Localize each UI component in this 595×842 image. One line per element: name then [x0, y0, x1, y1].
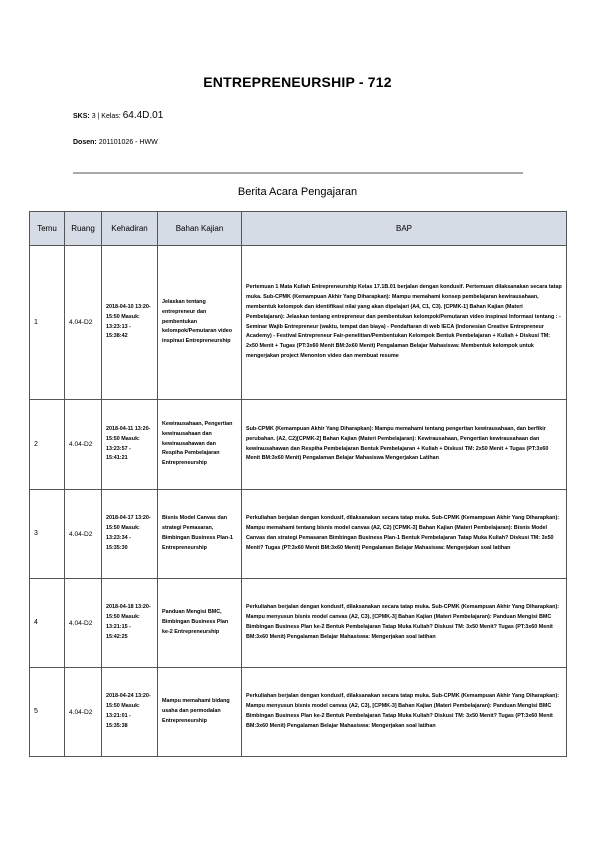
cell-ruang: 4.04-D2	[65, 579, 102, 668]
cell-temu: 3	[30, 490, 65, 579]
cell-temu: 2	[30, 400, 65, 490]
cell-ruang: 4.04-D2	[65, 400, 102, 490]
cell-bap: Perkuliahan berjalan dengan kondusif, dilaksanakan secara tatap muka. Sub-CPMK (Kemampuan Akhir Yang Diharapkan): Mampu menyusun bisnis model canvas (A2, C3), [CPMK-3] Bahan Kajian (Materi Pembelajaran): Panduan Mengisi BMC Bimbingan Business Plan ke-2 Bentuk Pembelajaran Tatap Muka Kuliah? Diskusi TM: 3x50 Menit? Tugas (PT:3x60 Menit BM:3x60 Menit) Pengalaman Belajar Mahasiswa: Mengerjakan soal latihan	[242, 579, 567, 668]
header-temu: Temu	[30, 212, 65, 246]
cell-bap: Perkuliahan berjalan dengan kondusif, dilaksanakan secara tatap muka. Sub-CPMK (Kemampuan Akhir Yang Diharapkan): Mampu menyusun bisnis model canvas (A2, C3), [CPMK-3] Bahan Kajian (Materi Pembelajaran): Panduan Mengisi BMC Bimbingan Business Plan ke-2 Bentuk Pembelajaran Tatap Muka Kuliah? Diskusi TM: 3x50 Menit? Tugas (PT:3x60 Menit BM:3x60 Menit) Pengalaman Belajar Mahasiswa: Mengerjakan soal latihan	[242, 668, 567, 757]
cell-kehadiran: 2018-04-18 13:20-15:50 Masuk: 13:21:15 - 15:42:25	[102, 579, 158, 668]
dosen-label: Dosen:	[73, 139, 97, 146]
table-row	[30, 246, 567, 400]
cell-bahan-kajian: Mampu memahami bidang usaha dan permodalan Entrepreneurship	[158, 668, 242, 757]
sks-label: SKS:	[73, 113, 90, 120]
sks-value: 3 | Kelas:	[91, 113, 121, 120]
cell-kehadiran: 2018-04-17 13:20-15:50 Masuk: 13:23:34 - 15:35:30	[102, 490, 158, 579]
divider	[73, 172, 523, 174]
cell-bahan-kajian: Panduan Mengisi BMC, Bimbingan Business Plan ke-2 Entrepreneurship	[158, 579, 242, 668]
table-row	[30, 400, 567, 490]
cell-kehadiran: 2018-04-11 13:20-15:50 Masuk: 13:23:57 - 15:41:21	[102, 400, 158, 490]
table-row	[30, 668, 567, 757]
course-meta-line	[73, 110, 163, 121]
cell-temu: 5	[30, 668, 65, 757]
cell-bahan-kajian: Jelaskan tentang entrepreneur dan pembentukan kelompok/Pemutaran video inspirasi Entrepreneurship	[158, 246, 242, 400]
kelas-value: 64.4D.01	[122, 110, 164, 121]
cell-bap: Pertemuan 1 Mata Kuliah Entrepreneurship Kelas 17.1B.01 berjalan dengan kondusif. Pertemuan dilaksanakan secara tatap muka. Sub-CPMK (Kemampuan Akhir Yang Diharapkan): Mampu memahami konsep pembelajaran kewirausahaan, membentuk kelompok dan identifikasi nilai yang akan dipelajari (A4, C1, C3). [CPMK-1] Bahan Kajian (Materi Pembelajaran): Jelaskan tentang entrepreneur dan pembentukan kelompok/Pemutaran video inspirasi Informasi tentang : - Seminar Wajib Entrepreneur (waktu, tempat dan biaya) - Pendaftaran di web IECA (Indonesian Creative Entrepreneur Academy) - Festival Entrepreneur Fair-penelitian/Pembentukan Kelompok Bentuk Pembelajaran + Kuliah + Diskusi TM: 2x50 Menit + Tugas (PT:3x60 Menit BM:3x60 Menit) Pengalaman Belajar Mahasiswa: Membentuk kelompok untuk mengerjakan project Menonton video dan membuat resume	[242, 246, 567, 400]
cell-bap: Sub-CPMK (Kemampuan Akhir Yang Diharapkan): Mampu memahami tentang pengertian kewirausahaan, dan berfikir perubahan. (A2, C2)[CPMK-2] Bahan Kajian (Materi Pembelajaran): Kewirausahaan, Pengertian kewirausahaan dan kewirausahawan dan Respiha Pembelajaran Bentuk Pembelajaran + Kuliah + Diskusi TM: 2x50 Menit + Tugas (PT:3x60 Menit BM:3x60 Menit) Pengalaman Belajar Mahasiswa Mengerjakan Latihan	[242, 400, 567, 490]
cell-kehadiran: 2018-04-10 13:20-15:50 Masuk: 13:23:13 - 15:38:42	[102, 246, 158, 400]
header-bap: BAP	[242, 212, 567, 246]
course-title: ENTREPRENEURSHIP - 712	[203, 74, 392, 90]
cell-bahan-kajian: Kewirausahaan, Pengertian kewirausahaan dan kewirausahawan dan Respiha Pembelajaran Entrepreneurship	[158, 400, 242, 490]
table-header-row	[30, 212, 567, 246]
header-ruang: Ruang	[65, 212, 102, 246]
cell-kehadiran: 2018-04-24 13:20-15:50 Masuk: 13:21:01 - 15:35:38	[102, 668, 158, 757]
header-kehadiran: Kehadiran	[102, 212, 158, 246]
cell-bap: Perkuliahan berjalan dengan kondusif, dilaksanakan secara tatap muka. Sub-CPMK (Kemampuan Akhir Yang Diharapkan): Mampu memahami tentang bisnis model canvas (A2, C2) [CPMK-3] Bahan Kajian (Materi Pembelajaran): Bisnis Model Canvas dan strategi Pemasaran Bimbingan Business Plan-1 Bentuk Pembelajaran Tatap Muka Kuliah? Diskusi TM: 3x50 Menit? Tugas (PT:3x60 Menit BM:3x60 Menit) Pengalaman Belajar Mahasiswa: Mengerjakan soal latihan	[242, 490, 567, 579]
cell-ruang: 4.04-D2	[65, 668, 102, 757]
table-row	[30, 490, 567, 579]
bap-table	[29, 211, 567, 757]
cell-bahan-kajian: Bisnis Model Canvas dan strategi Pemasaran, Bimbingan Business Plan-1 Entrepreneurship	[158, 490, 242, 579]
cell-ruang: 4.04-D2	[65, 246, 102, 400]
dosen-value: 201101026 - HWW	[98, 139, 158, 146]
table-row	[30, 579, 567, 668]
cell-temu: 4	[30, 579, 65, 668]
lecturer-line	[73, 139, 158, 146]
header-bahan-kajian: Bahan Kajian	[158, 212, 242, 246]
cell-ruang: 4.04-D2	[65, 490, 102, 579]
section-title: Berita Acara Pengajaran	[237, 186, 358, 198]
cell-temu: 1	[30, 246, 65, 400]
